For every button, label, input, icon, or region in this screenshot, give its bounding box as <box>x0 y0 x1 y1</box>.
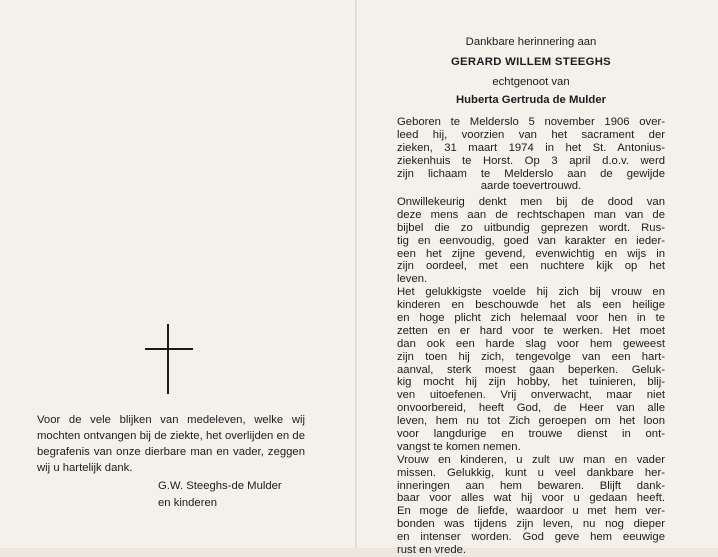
text-line: tig en eenvoudig, goed van karakter en ieder- <box>397 234 665 247</box>
text-line: en intenser worden. God geve hem eeuwige <box>397 531 665 544</box>
signature <box>158 478 282 512</box>
deceased-name: GERARD WILLEM STEEGHS <box>450 56 612 68</box>
text-line: zijn toen hij zich, tengevolge van een hart- <box>397 350 665 363</box>
biography-paragraph <box>397 116 665 193</box>
spouse-name: Huberta Gertruda de Mulder <box>455 94 607 106</box>
text-line: kig mocht hij zijn hobby, het tuinieren, blij- <box>397 376 665 389</box>
text-line: ven uitoefenen. Vrij onverwacht, maar niet <box>397 389 665 402</box>
signature-line-2: en kinderen <box>158 497 218 509</box>
latin-cross-icon <box>145 324 193 394</box>
text-line: leven. <box>397 273 428 286</box>
text-line: bonden was tijdens zijn leven, nu nog dieper <box>397 518 665 531</box>
thanks-text: Voor de vele blijken van medeleven, welke wij mochten ontvangen bij de ziekte, het overlijden en de begrafenis van onze dierbare man en vader, zeggen wij u hartelijk dank. <box>37 414 305 474</box>
text-line: missen. Gelukkig, kunt u veel dankbare her- <box>397 466 665 479</box>
text-line: bijbel die zo uitbundig geprezen wordt. Rus- <box>397 221 665 234</box>
text-line: rust en vrede. <box>397 544 467 557</box>
text-line: zieken, 31 maart 1974 in het St. Antonius- <box>397 141 665 154</box>
signature-line-1: G.W. Steeghs-de Mulder <box>158 480 282 492</box>
text-line: leven, hem nu tot Zich geroepen om het loon <box>397 415 665 428</box>
header-intro: Dankbare herinnering aan <box>465 36 597 48</box>
text-line: inneringen aan hem bewaren. Blijft dank- <box>397 479 665 492</box>
text-line: en hoge plicht zich helemaal voor hen in te <box>397 312 665 325</box>
text-line: Het gelukkigste voelde hij zich bij vrouw en <box>397 286 665 299</box>
text-line: En moge de liefde, waardoor u met hem ver- <box>397 505 665 518</box>
text-line: Onwillekeurig denkt men bij de dood van <box>397 196 665 208</box>
text-line: kinderen en beschouwde het als een heilige <box>397 299 665 312</box>
text-line: baar voor alles wat hij voor u gedaan heeft. <box>397 492 665 505</box>
card-fold <box>355 0 357 548</box>
text-line: voor langdurige en trouwe dienst in ont- <box>397 428 665 441</box>
text-line: zijn lichaam te Melderslo aan de gewijde <box>397 167 665 180</box>
text-line: zetten en er hard voor te werken. Het moet <box>397 324 665 337</box>
text-line: Geboren te Melderslo 5 november 1906 over- <box>397 116 665 128</box>
text-line: aanval, sterk moest gaan beperken. Geluk- <box>397 363 665 376</box>
text-line: onvoorbereid, heeft God, de Heer van alle <box>397 402 665 415</box>
text-line: aarde toevertrouwd. <box>480 180 582 193</box>
text-line: deze mens aan de rechtschapen man van de <box>397 208 665 221</box>
text-line: vangst te komen nemen. <box>397 440 521 453</box>
tribute-paragraph <box>397 196 665 557</box>
text-line: dan ook een harde slag voor hem geweest <box>397 337 665 350</box>
text-line: een het zijne gevend, evenwichtig en wijs in <box>397 247 665 260</box>
text-line: ziekenhuis te Horst. Op 3 april d.o.v. werd <box>397 154 665 167</box>
text-line: leed hij, voorzien van het sacrament der <box>397 128 665 141</box>
text-line: Vrouw en kinderen, u zult uw man en vader <box>397 453 665 466</box>
header-relation: echtgenoot van <box>492 76 570 88</box>
text-line: zijn oordeel, met een nuchtere kijk op het <box>397 260 665 273</box>
